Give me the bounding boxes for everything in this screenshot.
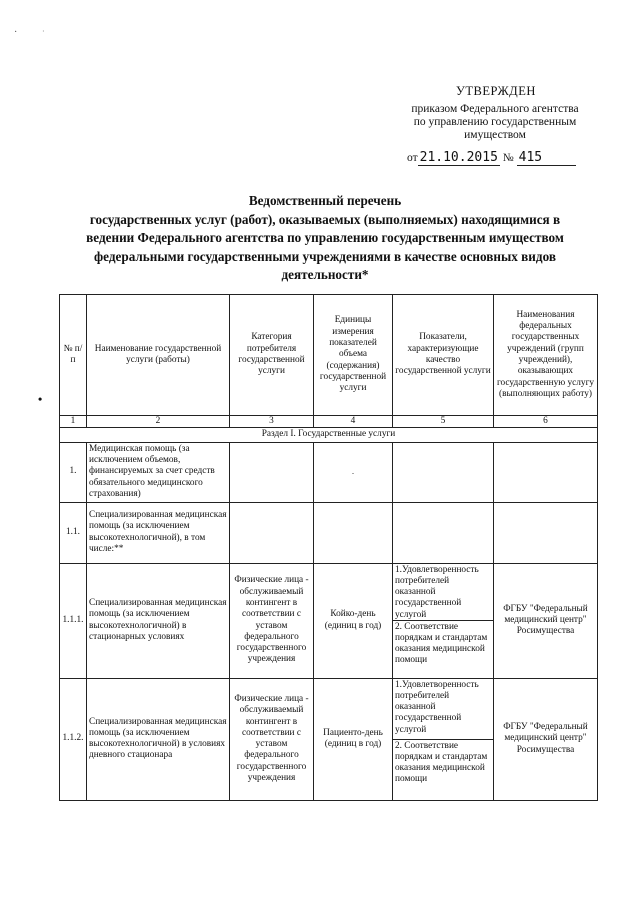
- table-row: [60, 563, 598, 678]
- column-number: 4: [314, 416, 393, 428]
- order-line: по управлению государственным: [413, 116, 577, 128]
- section-title: Раздел I. Государственные услуги: [60, 428, 598, 442]
- column-header: Категория потребителя государственной услуги: [230, 295, 314, 416]
- column-number-row: [60, 416, 598, 428]
- institutions: ФГБУ "Федеральный медицинский центр" Росимущества: [494, 678, 598, 800]
- table-row: [60, 678, 598, 800]
- quality-indicator: 2. Соответствие порядкам и стандартам оказания медицинской помощи: [393, 739, 493, 787]
- service-name: Специализированная медицинская помощь (за исключением высокотехнологичной) в стационарных условиях: [87, 563, 230, 678]
- scan-speck: ·: [14, 27, 18, 38]
- order-line: имуществом: [464, 129, 526, 141]
- column-number: 2: [87, 416, 230, 428]
- column-header: Показатели, характеризующие качество государственной услуги: [393, 295, 494, 416]
- institutions: [494, 442, 598, 502]
- title-line: государственных услуг (работ), оказываемых (выполняемых) находящимися в: [89, 211, 561, 227]
- quality-indicator: 2. Соответствие порядкам и стандартам оказания медицинской помощи: [393, 620, 493, 668]
- title-line: ведении Федерального агентства по управлению государственным имуществом: [86, 230, 564, 245]
- column-header: Наименование государственной услуги (работы): [87, 295, 230, 416]
- institutions: ФГБУ "Федеральный медицинский центр" Росимущества: [494, 563, 598, 678]
- unit-cell: [314, 502, 393, 563]
- unit-of-measure: Пациенто-день (единиц в год): [314, 678, 393, 800]
- quality-indicators: [393, 678, 494, 800]
- approved-stamp: УТВЕРЖДЕН: [456, 84, 536, 98]
- number-sign: №: [502, 152, 514, 164]
- consumer-category: [230, 442, 314, 502]
- service-name: Специализированная медицинская помощь (за исключением высокотехнологичной) в условиях дневного стационара: [87, 678, 230, 800]
- column-number: 6: [494, 416, 598, 428]
- order-number: 415: [517, 150, 576, 166]
- table-row: [60, 502, 598, 563]
- quality-indicators: [393, 442, 494, 502]
- order-date-line: [407, 150, 576, 166]
- row-number: 1.1.: [60, 502, 87, 563]
- scan-speck: ·: [42, 27, 45, 36]
- column-header: № п/п: [60, 295, 87, 416]
- institutions: [494, 502, 598, 563]
- table-row: [60, 442, 598, 502]
- column-header: Наименования федеральных государственных учреждений (групп учреждений), оказывающих государственную услугу (выполняющих работу): [494, 295, 598, 416]
- document-title: [60, 192, 590, 285]
- row-number: 1.: [60, 442, 87, 502]
- order-date: 21.10.2015: [419, 150, 498, 165]
- table-header-row: [60, 295, 598, 416]
- quality-indicator: 1.Удовлетворенность потребителей оказанной государственной услугой: [395, 679, 479, 735]
- title-line: Ведомственный перечень: [248, 193, 402, 208]
- quality-indicators: [393, 502, 494, 563]
- service-name: Медицинская помощь (за исключением объемов, финансируемых за счет средств обязательного медицинского страхования): [87, 442, 230, 502]
- quality-indicator: 1.Удовлетворенность потребителей оказанной государственной услугой: [395, 564, 479, 620]
- column-header: Единицы измерения показателей объема (содержания) государственной услуги: [314, 295, 393, 416]
- unit-cell: [314, 442, 393, 502]
- order-line: приказом Федерального агентства: [411, 103, 579, 115]
- stray-mark: .: [352, 466, 354, 476]
- unit-of-measure: Койко-день (единиц в год): [314, 563, 393, 678]
- consumer-category: [230, 502, 314, 563]
- margin-mark: •: [38, 392, 43, 406]
- order-reference: [395, 103, 595, 142]
- consumer-category: Физические лица - обслуживаемый контингент в соответствии с уставом федерального государственного учреждения: [230, 563, 314, 678]
- title-line: федеральными государственными учреждениями в качестве основных видов: [94, 248, 556, 264]
- column-number: 3: [230, 416, 314, 428]
- row-number: 1.1.1.: [60, 563, 87, 678]
- services-table: [59, 294, 598, 801]
- title-line: деятельности*: [281, 267, 369, 282]
- row-number: 1.1.2.: [60, 678, 87, 800]
- quality-indicators: [393, 563, 494, 678]
- section-row: [60, 428, 598, 442]
- service-name: Специализированная медицинская помощь (за исключением высокотехнологичной), в том числе:**: [87, 502, 230, 563]
- date-prefix: от: [407, 152, 418, 164]
- column-number: 5: [393, 416, 494, 428]
- column-number: 1: [60, 416, 87, 428]
- consumer-category: Физические лица - обслуживаемый контингент в соответствии с уставом федерального государственного учреждения: [230, 678, 314, 800]
